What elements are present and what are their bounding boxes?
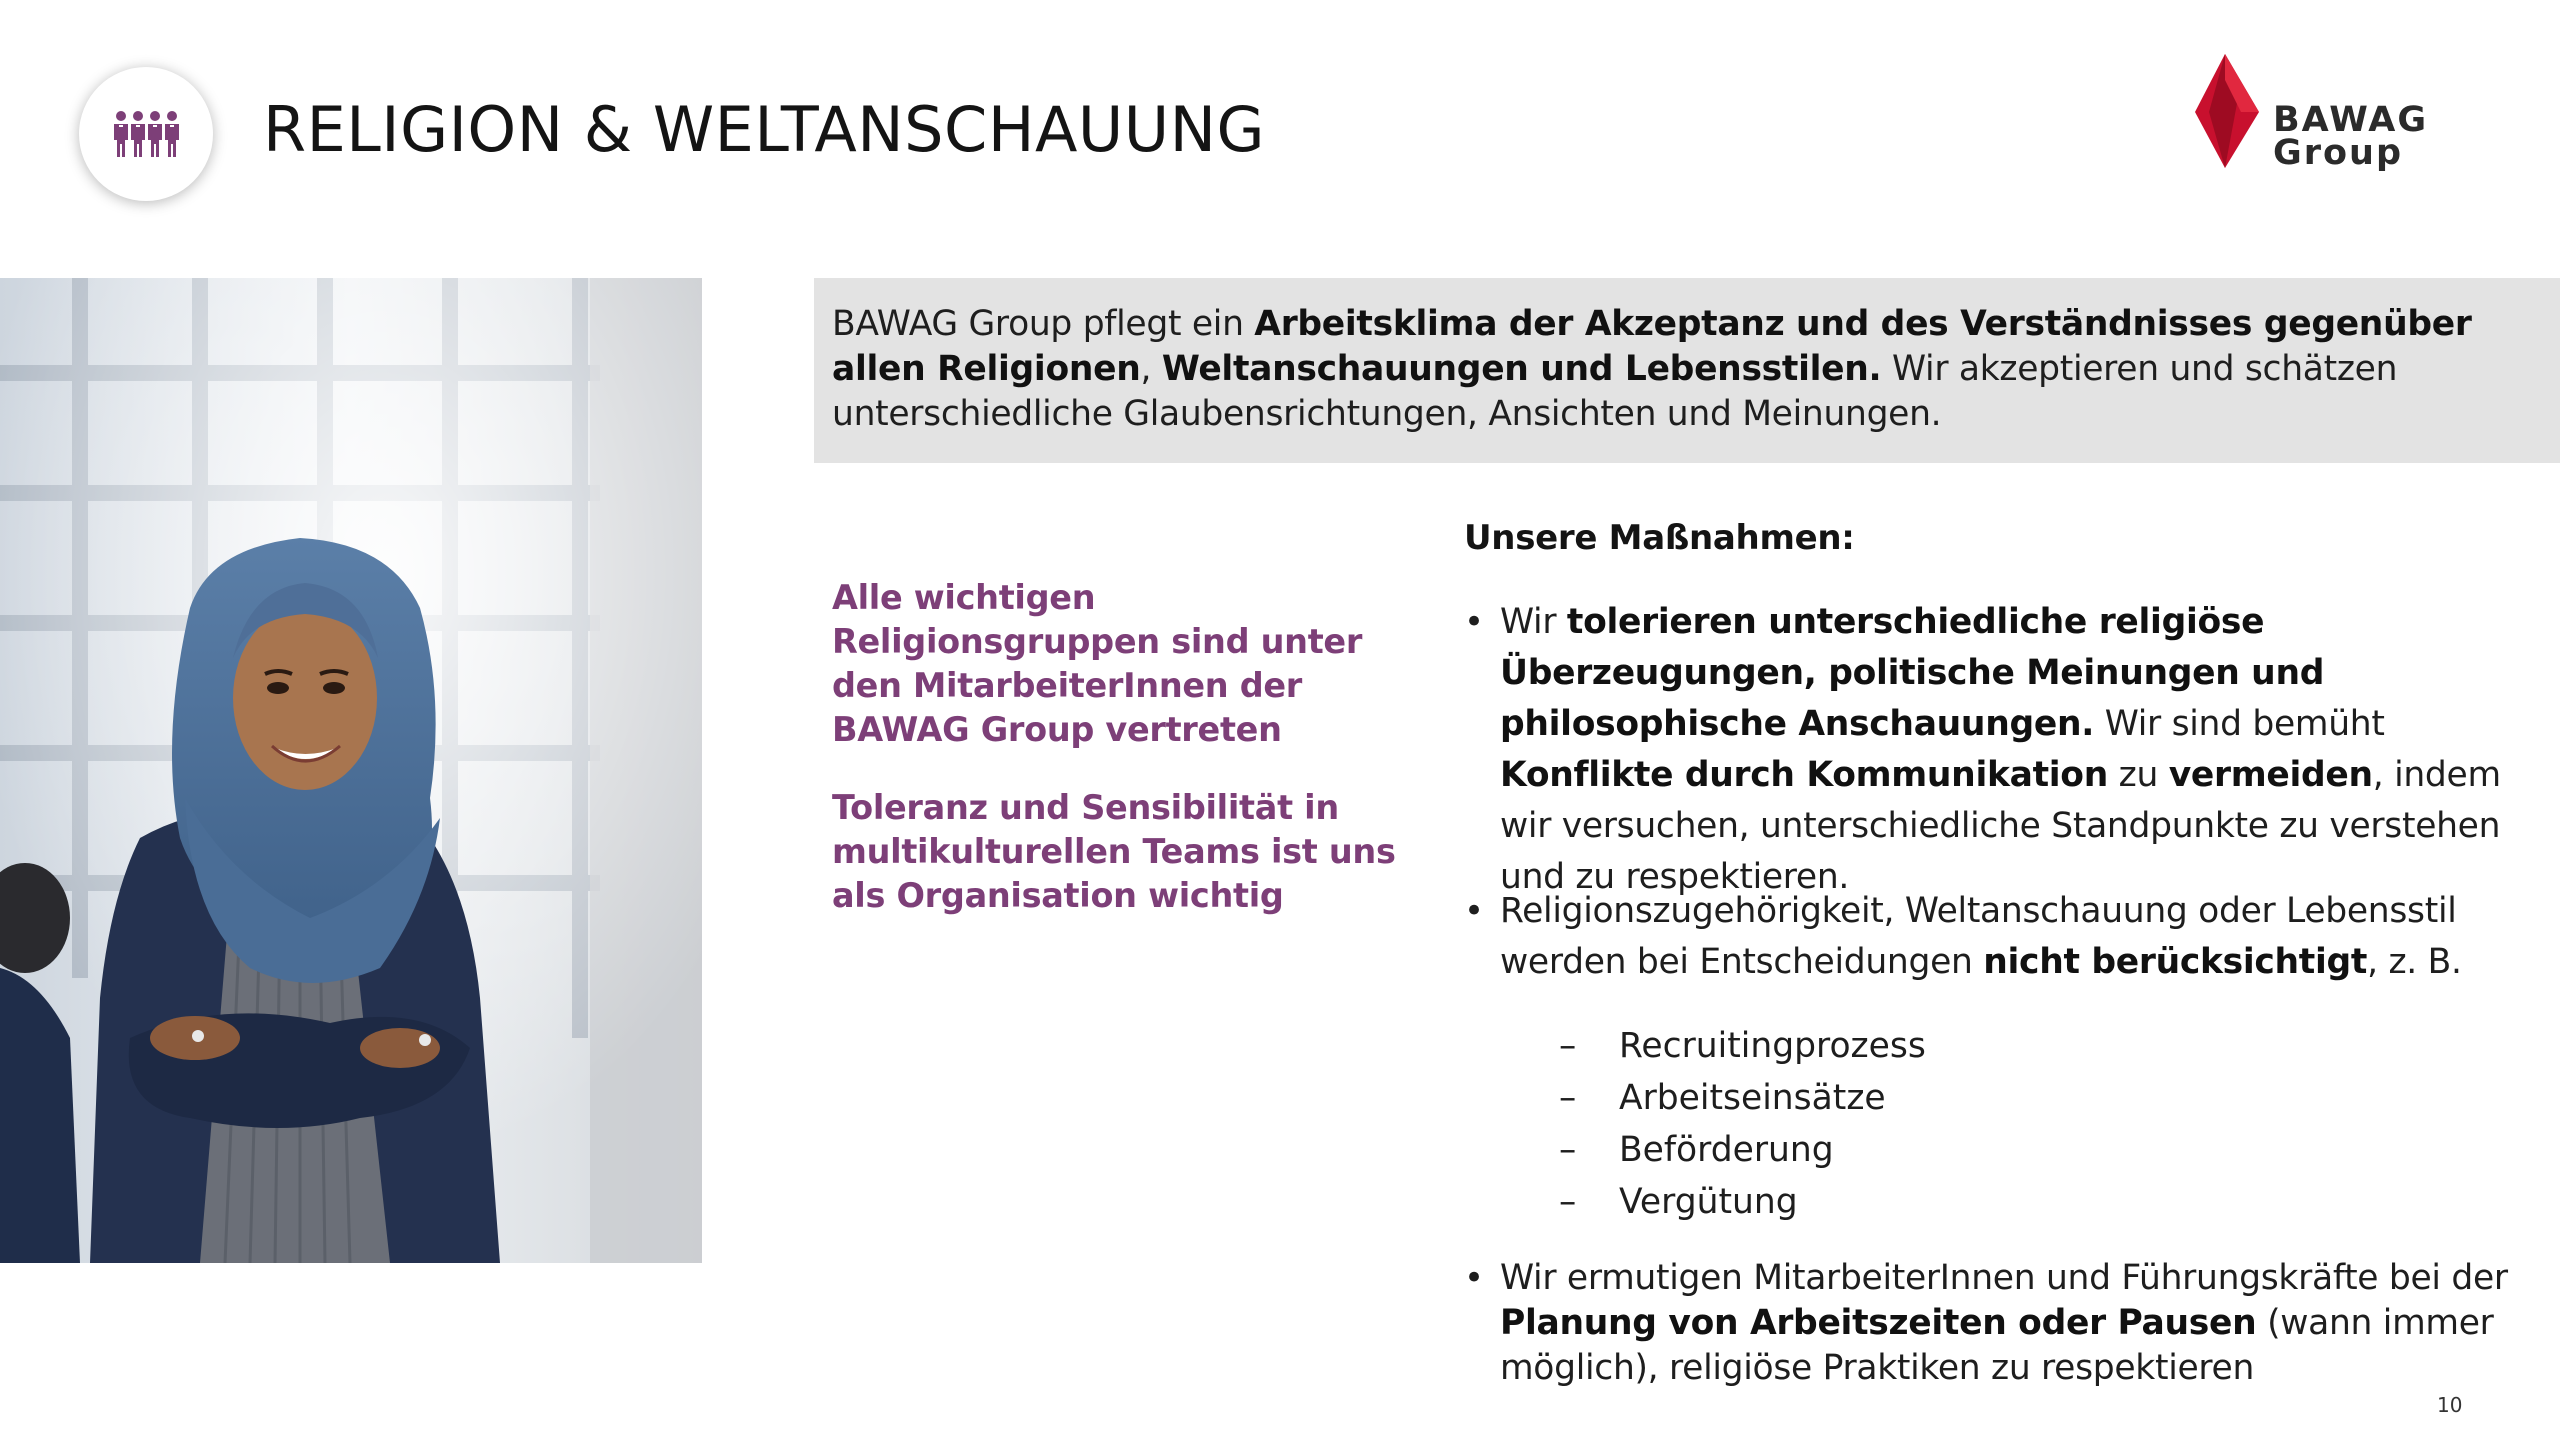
sub-item-recruiting xyxy=(1559,1020,1926,1072)
sub-item-label: Beförderung xyxy=(1619,1130,1834,1170)
intro-text-1: BAWAG Group pflegt ein xyxy=(832,304,1255,344)
intro-statement xyxy=(814,278,2560,463)
bullet-text xyxy=(1500,1256,2544,1391)
highlight-religious-groups: Alle wichtigen Religionsgruppen sind unter den MitarbeiterInnen der BAWAG Group vertreten xyxy=(832,578,1363,749)
bullet-1-text-4: , indem wir versuchen, unterschiedliche Standpunkte zu verstehen und zu respektieren. xyxy=(1500,755,2501,897)
measure-bullet-decisions xyxy=(1464,886,2544,988)
bullet-2-text-2: , z. B. xyxy=(2367,942,2462,982)
sub-item-label: Arbeitseinsätze xyxy=(1619,1078,1886,1118)
measure-bullet-tolerance xyxy=(1464,597,2544,903)
sub-item-label: Vergütung xyxy=(1619,1182,1798,1222)
bullet-1-bold-3: vermeiden xyxy=(2168,755,2373,795)
bullet-1-text-1: Wir xyxy=(1500,602,1567,642)
bawag-logo-mark-icon xyxy=(2195,50,2265,170)
bawag-logo-text xyxy=(2273,100,2429,174)
highlight-tolerance: Toleranz und Sensibilität in multikulturellen Teams ist uns als Organisation wichtig xyxy=(832,788,1396,915)
intro-text-3: Wir akzeptieren und schätzen unterschiedliche Glaubensrichtungen, Ansichten und Meinungen. xyxy=(832,349,2398,434)
intro-bold-2: Weltanschauungen und Lebensstilen. xyxy=(1161,349,1882,389)
sub-item-dash: – xyxy=(1559,1078,1577,1118)
people-group-icon xyxy=(111,109,181,159)
bullet-2-bold-1: nicht berücksichtigt xyxy=(1983,942,2368,982)
bullet-2-text-1: Religionszugehörigkeit, Weltanschauung oder Lebensstil werden bei Entscheidungen xyxy=(1500,891,2457,982)
intro-text-2: , xyxy=(1140,349,1162,389)
intro-bold-1: Arbeitsklima der Akzeptanz und des Verständnisses gegenüber allen Religionen xyxy=(832,304,2472,389)
page-number: 10 xyxy=(2437,1393,2463,1417)
bullet-dot: • xyxy=(1464,1258,1484,1298)
bullet-3-text-1: Wir ermutigen MitarbeiterInnen und Führungskräfte bei der xyxy=(1500,1258,2508,1298)
sub-item-promotion xyxy=(1559,1124,1834,1176)
bullet-3-bold-1: Planung von Arbeitszeiten oder Pausen xyxy=(1500,1303,2257,1343)
bullet-1-text-3: zu xyxy=(2107,755,2169,795)
bullet-dot: • xyxy=(1464,891,1484,931)
sub-item-dash: – xyxy=(1559,1130,1577,1170)
bullet-dot: • xyxy=(1464,602,1484,642)
page-title: RELIGION & WELTANSCHAUUNG xyxy=(263,93,1266,166)
logo-line-2: Group xyxy=(2273,133,2404,174)
bullet-text xyxy=(1500,597,2544,903)
bullet-text xyxy=(1500,886,2544,988)
bullet-1-bold-1: tolerieren unterschiedliche religiöse Überzeugungen, politische Meinungen und philosophische Anschauungen. xyxy=(1500,602,2325,744)
logo-line-1: BAWAG xyxy=(2273,100,2429,140)
bullet-1-bold-2: Konflikte durch Kommunikation xyxy=(1500,755,2108,795)
sub-item-assignments xyxy=(1559,1072,1886,1124)
header-badge xyxy=(79,67,213,201)
bawag-logo xyxy=(2195,50,2475,180)
measure-bullet-work-time xyxy=(1464,1256,2544,1391)
woman-hijab-photo xyxy=(0,278,702,1263)
measures-heading: Unsere Maßnahmen: xyxy=(1464,518,1855,558)
bullet-3-text-2: (wann immer möglich), religiöse Praktiken zu respektieren xyxy=(1500,1303,2494,1388)
sub-item-dash: – xyxy=(1559,1182,1577,1222)
sub-item-label: Recruitingprozess xyxy=(1619,1026,1926,1066)
sub-item-compensation xyxy=(1559,1176,1798,1228)
sub-item-dash: – xyxy=(1559,1026,1577,1066)
bullet-1-text-2: Wir sind bemüht xyxy=(2094,704,2385,744)
